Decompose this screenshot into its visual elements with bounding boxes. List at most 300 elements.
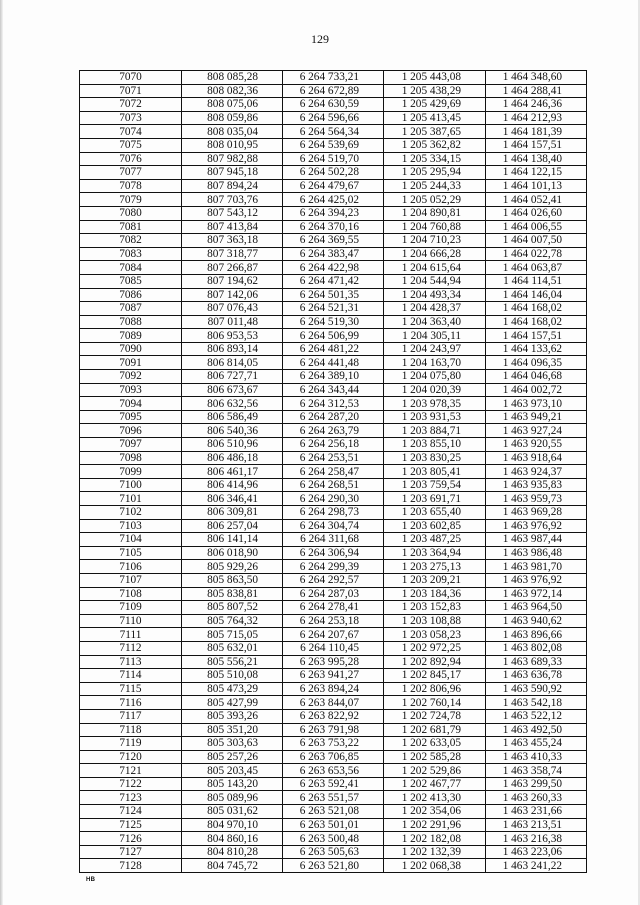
coord-y2-cell: 1 463 976,92: [486, 519, 587, 533]
point-number-cell: 7102: [80, 506, 182, 520]
point-number-cell: 7119: [80, 737, 182, 751]
coord-x2-cell: 1 205 295,94: [384, 166, 486, 180]
page-number: 129: [311, 32, 329, 46]
coord-x2-cell: 1 203 209,21: [384, 573, 486, 587]
coord-x2-cell: 1 202 845,17: [384, 669, 486, 683]
coord-y1-cell: 6 264 292,57: [283, 573, 384, 587]
coord-y1-cell: 6 264 630,59: [283, 98, 384, 112]
point-number-cell: 7112: [80, 641, 182, 655]
point-number-cell: 7126: [80, 832, 182, 846]
coord-y2-cell: 1 463 492,50: [486, 723, 587, 737]
coord-x2-cell: 1 204 163,70: [384, 356, 486, 370]
coord-y1-cell: 6 263 822,92: [283, 709, 384, 723]
coord-y2-cell: 1 463 972,14: [486, 587, 587, 601]
coord-x1-cell: 805 143,20: [182, 777, 283, 791]
table-row: [80, 410, 587, 424]
coord-x2-cell: 1 202 972,25: [384, 641, 486, 655]
table-row: [80, 397, 587, 411]
table-row: [80, 777, 587, 791]
coord-x1-cell: 805 257,26: [182, 750, 283, 764]
coord-x1-cell: 806 632,56: [182, 397, 283, 411]
coord-y2-cell: 1 463 981,70: [486, 560, 587, 574]
point-number-cell: 7082: [80, 234, 182, 248]
point-number-cell: 7096: [80, 424, 182, 438]
table-row: [80, 669, 587, 683]
coord-y1-cell: 6 263 894,24: [283, 682, 384, 696]
point-number-cell: 7070: [80, 71, 182, 85]
coord-y2-cell: 1 463 410,33: [486, 750, 587, 764]
coord-y2-cell: 1 464 007,50: [486, 234, 587, 248]
coord-x2-cell: 1 203 275,13: [384, 560, 486, 574]
coord-y1-cell: 6 263 521,08: [283, 805, 384, 819]
coord-y2-cell: 1 464 114,51: [486, 274, 587, 288]
table-row: [80, 560, 587, 574]
coord-y1-cell: 6 263 706,85: [283, 750, 384, 764]
table-row: [80, 356, 587, 370]
coord-x1-cell: 806 461,17: [182, 465, 283, 479]
coord-x2-cell: 1 205 052,29: [384, 193, 486, 207]
coord-y1-cell: 6 264 596,66: [283, 111, 384, 125]
coord-y1-cell: 6 263 995,28: [283, 655, 384, 669]
coord-y2-cell: 1 464 096,35: [486, 356, 587, 370]
point-number-cell: 7098: [80, 451, 182, 465]
coord-x1-cell: 805 089,96: [182, 791, 283, 805]
table-row: [80, 451, 587, 465]
coord-x1-cell: 805 929,26: [182, 560, 283, 574]
coord-x2-cell: 1 203 108,88: [384, 614, 486, 628]
table-row: [80, 125, 587, 139]
coord-y1-cell: 6 264 311,68: [283, 533, 384, 547]
point-number-cell: 7090: [80, 342, 182, 356]
coord-y2-cell: 1 463 299,50: [486, 777, 587, 791]
coord-y2-cell: 1 464 212,93: [486, 111, 587, 125]
coord-y2-cell: 1 463 522,12: [486, 709, 587, 723]
coord-x2-cell: 1 202 724,78: [384, 709, 486, 723]
coord-x2-cell: 1 205 438,29: [384, 84, 486, 98]
coord-y2-cell: 1 463 987,44: [486, 533, 587, 547]
coord-y2-cell: 1 463 216,38: [486, 832, 587, 846]
coord-x2-cell: 1 204 243,97: [384, 342, 486, 356]
coord-y1-cell: 6 263 505,63: [283, 845, 384, 859]
table-row: [80, 764, 587, 778]
table-row: [80, 614, 587, 628]
coord-x2-cell: 1 204 428,37: [384, 302, 486, 316]
coord-y1-cell: 6 264 733,21: [283, 71, 384, 85]
coord-x1-cell: 808 035,04: [182, 125, 283, 139]
coord-y1-cell: 6 263 844,07: [283, 696, 384, 710]
point-number-cell: 7117: [80, 709, 182, 723]
coord-y1-cell: 6 264 564,34: [283, 125, 384, 139]
point-number-cell: 7075: [80, 138, 182, 152]
coord-x2-cell: 1 202 132,39: [384, 845, 486, 859]
coord-y1-cell: 6 264 312,53: [283, 397, 384, 411]
coord-y2-cell: 1 463 689,33: [486, 655, 587, 669]
coord-x2-cell: 1 202 760,14: [384, 696, 486, 710]
coord-x1-cell: 806 414,96: [182, 478, 283, 492]
coord-y2-cell: 1 463 927,24: [486, 424, 587, 438]
coord-x2-cell: 1 204 493,34: [384, 288, 486, 302]
point-number-cell: 7127: [80, 845, 182, 859]
point-number-cell: 7121: [80, 764, 182, 778]
point-number-cell: 7093: [80, 383, 182, 397]
coord-x2-cell: 1 204 075,80: [384, 370, 486, 384]
coord-y1-cell: 6 264 343,44: [283, 383, 384, 397]
point-number-cell: 7128: [80, 859, 182, 873]
coord-x1-cell: 804 745,72: [182, 859, 283, 873]
point-number-cell: 7123: [80, 791, 182, 805]
coord-y2-cell: 1 463 976,92: [486, 573, 587, 587]
coord-x1-cell: 805 556,21: [182, 655, 283, 669]
point-number-cell: 7083: [80, 247, 182, 261]
coord-y1-cell: 6 264 253,51: [283, 451, 384, 465]
coord-y2-cell: 1 463 986,48: [486, 546, 587, 560]
coordinates-table: [79, 70, 587, 873]
table-row: [80, 193, 587, 207]
coord-y2-cell: 1 463 935,83: [486, 478, 587, 492]
coord-x2-cell: 1 203 152,83: [384, 601, 486, 615]
coord-y2-cell: 1 463 896,66: [486, 628, 587, 642]
coord-y1-cell: 6 264 263,79: [283, 424, 384, 438]
coord-y2-cell: 1 463 590,92: [486, 682, 587, 696]
point-number-cell: 7078: [80, 179, 182, 193]
coord-x1-cell: 807 363,18: [182, 234, 283, 248]
coord-x2-cell: 1 204 544,94: [384, 274, 486, 288]
table-row: [80, 818, 587, 832]
table-row: [80, 465, 587, 479]
point-number-cell: 7105: [80, 546, 182, 560]
coord-y1-cell: 6 264 306,94: [283, 546, 384, 560]
point-number-cell: 7077: [80, 166, 182, 180]
coord-y2-cell: 1 464 348,60: [486, 71, 587, 85]
coord-x1-cell: 807 703,76: [182, 193, 283, 207]
coord-x1-cell: 808 010,95: [182, 138, 283, 152]
coord-x1-cell: 807 266,87: [182, 261, 283, 275]
coord-y2-cell: 1 464 146,04: [486, 288, 587, 302]
coord-y2-cell: 1 464 026,60: [486, 206, 587, 220]
coord-y1-cell: 6 263 791,98: [283, 723, 384, 737]
coord-x1-cell: 805 427,99: [182, 696, 283, 710]
coord-x2-cell: 1 203 830,25: [384, 451, 486, 465]
coord-y2-cell: 1 463 964,50: [486, 601, 587, 615]
coord-x2-cell: 1 202 182,08: [384, 832, 486, 846]
coord-y2-cell: 1 464 138,40: [486, 152, 587, 166]
coord-y2-cell: 1 464 002,72: [486, 383, 587, 397]
point-number-cell: 7076: [80, 152, 182, 166]
coord-x2-cell: 1 204 615,64: [384, 261, 486, 275]
coord-y1-cell: 6 263 753,22: [283, 737, 384, 751]
coord-y2-cell: 1 463 223,06: [486, 845, 587, 859]
table-row: [80, 845, 587, 859]
table-row: [80, 220, 587, 234]
coord-y2-cell: 1 464 006,55: [486, 220, 587, 234]
table-row: [80, 696, 587, 710]
coord-y1-cell: 6 263 501,01: [283, 818, 384, 832]
point-number-cell: 7086: [80, 288, 182, 302]
table-row: [80, 587, 587, 601]
table-row: [80, 750, 587, 764]
table-row: [80, 424, 587, 438]
coord-x1-cell: 805 715,05: [182, 628, 283, 642]
coord-y1-cell: 6 264 278,41: [283, 601, 384, 615]
table-row: [80, 723, 587, 737]
coord-y2-cell: 1 464 052,41: [486, 193, 587, 207]
table-row: [80, 546, 587, 560]
table-row: [80, 274, 587, 288]
table-row: [80, 315, 587, 329]
point-number-cell: 7110: [80, 614, 182, 628]
coord-x1-cell: 806 540,36: [182, 424, 283, 438]
point-number-cell: 7116: [80, 696, 182, 710]
table-row: [80, 302, 587, 316]
coord-x1-cell: 804 860,16: [182, 832, 283, 846]
coord-y2-cell: 1 463 973,10: [486, 397, 587, 411]
table-row: [80, 601, 587, 615]
coord-y1-cell: 6 264 383,47: [283, 247, 384, 261]
point-number-cell: 7089: [80, 329, 182, 343]
table-row: [80, 329, 587, 343]
coord-x2-cell: 1 204 305,11: [384, 329, 486, 343]
coord-y2-cell: 1 464 046,68: [486, 370, 587, 384]
coord-x2-cell: 1 205 429,69: [384, 98, 486, 112]
coord-x1-cell: 806 486,18: [182, 451, 283, 465]
coord-x1-cell: 806 893,14: [182, 342, 283, 356]
table-row: [80, 234, 587, 248]
coord-x2-cell: 1 203 931,53: [384, 410, 486, 424]
coord-x2-cell: 1 203 487,25: [384, 533, 486, 547]
point-number-cell: 7073: [80, 111, 182, 125]
coord-y2-cell: 1 463 802,08: [486, 641, 587, 655]
coord-y2-cell: 1 464 181,39: [486, 125, 587, 139]
coord-x2-cell: 1 203 058,23: [384, 628, 486, 642]
point-number-cell: 7114: [80, 669, 182, 683]
coord-x1-cell: 808 059,86: [182, 111, 283, 125]
coord-x1-cell: 804 970,10: [182, 818, 283, 832]
coord-y1-cell: 6 264 290,30: [283, 492, 384, 506]
coord-x1-cell: 805 031,62: [182, 805, 283, 819]
coord-y1-cell: 6 264 519,30: [283, 315, 384, 329]
point-number-cell: 7085: [80, 274, 182, 288]
coord-x2-cell: 1 203 978,35: [384, 397, 486, 411]
coord-x2-cell: 1 202 892,94: [384, 655, 486, 669]
coord-x1-cell: 806 814,05: [182, 356, 283, 370]
table-row: [80, 179, 587, 193]
coord-x1-cell: 806 141,14: [182, 533, 283, 547]
coord-x2-cell: 1 205 387,65: [384, 125, 486, 139]
coord-y1-cell: 6 264 471,42: [283, 274, 384, 288]
coord-y1-cell: 6 264 672,89: [283, 84, 384, 98]
point-number-cell: 7087: [80, 302, 182, 316]
point-number-cell: 7072: [80, 98, 182, 112]
coord-y1-cell: 6 264 110,45: [283, 641, 384, 655]
coord-y2-cell: 1 463 924,37: [486, 465, 587, 479]
coord-y1-cell: 6 263 500,48: [283, 832, 384, 846]
point-number-cell: 7084: [80, 261, 182, 275]
coord-x1-cell: 806 257,04: [182, 519, 283, 533]
table-row: [80, 641, 587, 655]
table-row: [80, 533, 587, 547]
coord-y2-cell: 1 463 260,33: [486, 791, 587, 805]
coord-y1-cell: 6 264 256,18: [283, 438, 384, 452]
scan-edge-left: [0, 0, 3, 905]
point-number-cell: 7108: [80, 587, 182, 601]
coord-x1-cell: 808 085,28: [182, 71, 283, 85]
coord-y1-cell: 6 264 521,31: [283, 302, 384, 316]
coord-x1-cell: 806 510,96: [182, 438, 283, 452]
coord-x2-cell: 1 203 691,71: [384, 492, 486, 506]
coord-x1-cell: 807 894,24: [182, 179, 283, 193]
coord-y2-cell: 1 464 101,13: [486, 179, 587, 193]
coord-x1-cell: 805 473,29: [182, 682, 283, 696]
coord-x2-cell: 1 202 806,96: [384, 682, 486, 696]
point-number-cell: 7100: [80, 478, 182, 492]
coord-y2-cell: 1 464 063,87: [486, 261, 587, 275]
table-row: [80, 478, 587, 492]
coord-y1-cell: 6 264 389,10: [283, 370, 384, 384]
point-number-cell: 7080: [80, 206, 182, 220]
coord-x2-cell: 1 202 585,28: [384, 750, 486, 764]
coord-x2-cell: 1 205 362,82: [384, 138, 486, 152]
point-number-cell: 7104: [80, 533, 182, 547]
coord-x1-cell: 808 082,36: [182, 84, 283, 98]
point-number-cell: 7095: [80, 410, 182, 424]
footer-mark: НВ: [86, 877, 96, 883]
coord-y2-cell: 1 464 133,62: [486, 342, 587, 356]
point-number-cell: 7101: [80, 492, 182, 506]
coord-y1-cell: 6 264 207,67: [283, 628, 384, 642]
coord-y2-cell: 1 463 920,55: [486, 438, 587, 452]
coord-y2-cell: 1 464 168,02: [486, 302, 587, 316]
table-row: [80, 71, 587, 85]
point-number-cell: 7071: [80, 84, 182, 98]
coord-x2-cell: 1 203 184,36: [384, 587, 486, 601]
table-row: [80, 506, 587, 520]
coord-y2-cell: 1 463 949,21: [486, 410, 587, 424]
coord-y2-cell: 1 464 246,36: [486, 98, 587, 112]
coord-x1-cell: 807 194,62: [182, 274, 283, 288]
table-row: [80, 859, 587, 873]
coord-y1-cell: 6 264 481,22: [283, 342, 384, 356]
coord-x2-cell: 1 202 291,96: [384, 818, 486, 832]
coord-x1-cell: 806 586,49: [182, 410, 283, 424]
coord-x2-cell: 1 205 443,08: [384, 71, 486, 85]
coord-x2-cell: 1 205 413,45: [384, 111, 486, 125]
coord-y1-cell: 6 264 299,39: [283, 560, 384, 574]
coord-y1-cell: 6 264 370,16: [283, 220, 384, 234]
table-row: [80, 247, 587, 261]
coord-x2-cell: 1 203 759,54: [384, 478, 486, 492]
coord-y1-cell: 6 263 551,57: [283, 791, 384, 805]
coord-y2-cell: 1 463 213,51: [486, 818, 587, 832]
coord-x1-cell: 808 075,06: [182, 98, 283, 112]
coord-y1-cell: 6 264 422,98: [283, 261, 384, 275]
table-row: [80, 152, 587, 166]
coord-y1-cell: 6 264 258,47: [283, 465, 384, 479]
point-number-cell: 7081: [80, 220, 182, 234]
coord-x2-cell: 1 203 884,71: [384, 424, 486, 438]
table-row: [80, 737, 587, 751]
point-number-cell: 7115: [80, 682, 182, 696]
coord-x1-cell: 805 764,32: [182, 614, 283, 628]
coord-y1-cell: 6 263 521,80: [283, 859, 384, 873]
table-row: [80, 288, 587, 302]
coord-y1-cell: 6 264 253,18: [283, 614, 384, 628]
point-number-cell: 7088: [80, 315, 182, 329]
coord-x2-cell: 1 203 655,40: [384, 506, 486, 520]
coord-x2-cell: 1 204 666,28: [384, 247, 486, 261]
point-number-cell: 7113: [80, 655, 182, 669]
coord-x2-cell: 1 204 710,23: [384, 234, 486, 248]
table-row: [80, 791, 587, 805]
coord-y1-cell: 6 263 941,27: [283, 669, 384, 683]
coord-x1-cell: 806 346,41: [182, 492, 283, 506]
coord-x2-cell: 1 202 529,86: [384, 764, 486, 778]
coord-x2-cell: 1 202 413,30: [384, 791, 486, 805]
table-row: [80, 438, 587, 452]
coord-x1-cell: 807 543,12: [182, 206, 283, 220]
point-number-cell: 7118: [80, 723, 182, 737]
coord-x2-cell: 1 202 068,38: [384, 859, 486, 873]
coord-y1-cell: 6 264 501,35: [283, 288, 384, 302]
coord-x1-cell: 807 945,18: [182, 166, 283, 180]
table-row: [80, 682, 587, 696]
coord-x2-cell: 1 203 855,10: [384, 438, 486, 452]
point-number-cell: 7107: [80, 573, 182, 587]
coord-x1-cell: 805 351,20: [182, 723, 283, 737]
coord-y2-cell: 1 464 022,78: [486, 247, 587, 261]
coord-y1-cell: 6 264 479,67: [283, 179, 384, 193]
coord-y2-cell: 1 463 636,78: [486, 669, 587, 683]
coord-x2-cell: 1 203 805,41: [384, 465, 486, 479]
coord-x1-cell: 806 673,67: [182, 383, 283, 397]
coord-y1-cell: 6 263 592,41: [283, 777, 384, 791]
table-row: [80, 573, 587, 587]
point-number-cell: 7111: [80, 628, 182, 642]
coord-x2-cell: 1 203 364,94: [384, 546, 486, 560]
coord-y2-cell: 1 463 542,18: [486, 696, 587, 710]
coord-x1-cell: 805 393,26: [182, 709, 283, 723]
coord-x2-cell: 1 204 890,81: [384, 206, 486, 220]
coord-y2-cell: 1 464 157,51: [486, 138, 587, 152]
table-row: [80, 370, 587, 384]
coord-x2-cell: 1 204 020,39: [384, 383, 486, 397]
coord-y1-cell: 6 264 519,70: [283, 152, 384, 166]
table-row: [80, 98, 587, 112]
coord-x1-cell: 805 203,45: [182, 764, 283, 778]
coord-x2-cell: 1 204 363,40: [384, 315, 486, 329]
coord-y2-cell: 1 464 168,02: [486, 315, 587, 329]
table-row: [80, 383, 587, 397]
point-number-cell: 7094: [80, 397, 182, 411]
coord-y1-cell: 6 264 425,02: [283, 193, 384, 207]
table-row: [80, 206, 587, 220]
coord-x1-cell: 805 807,52: [182, 601, 283, 615]
coord-x1-cell: 805 838,81: [182, 587, 283, 601]
coord-x2-cell: 1 202 354,06: [384, 805, 486, 819]
table-row: [80, 628, 587, 642]
coord-x1-cell: 805 510,08: [182, 669, 283, 683]
table-row: [80, 832, 587, 846]
table-row: [80, 84, 587, 98]
coord-x1-cell: 806 018,90: [182, 546, 283, 560]
coord-y1-cell: 6 264 287,20: [283, 410, 384, 424]
coord-x1-cell: 807 076,43: [182, 302, 283, 316]
point-number-cell: 7074: [80, 125, 182, 139]
point-number-cell: 7079: [80, 193, 182, 207]
point-number-cell: 7097: [80, 438, 182, 452]
coord-y1-cell: 6 264 298,73: [283, 506, 384, 520]
table-row: [80, 111, 587, 125]
table-row: [80, 805, 587, 819]
